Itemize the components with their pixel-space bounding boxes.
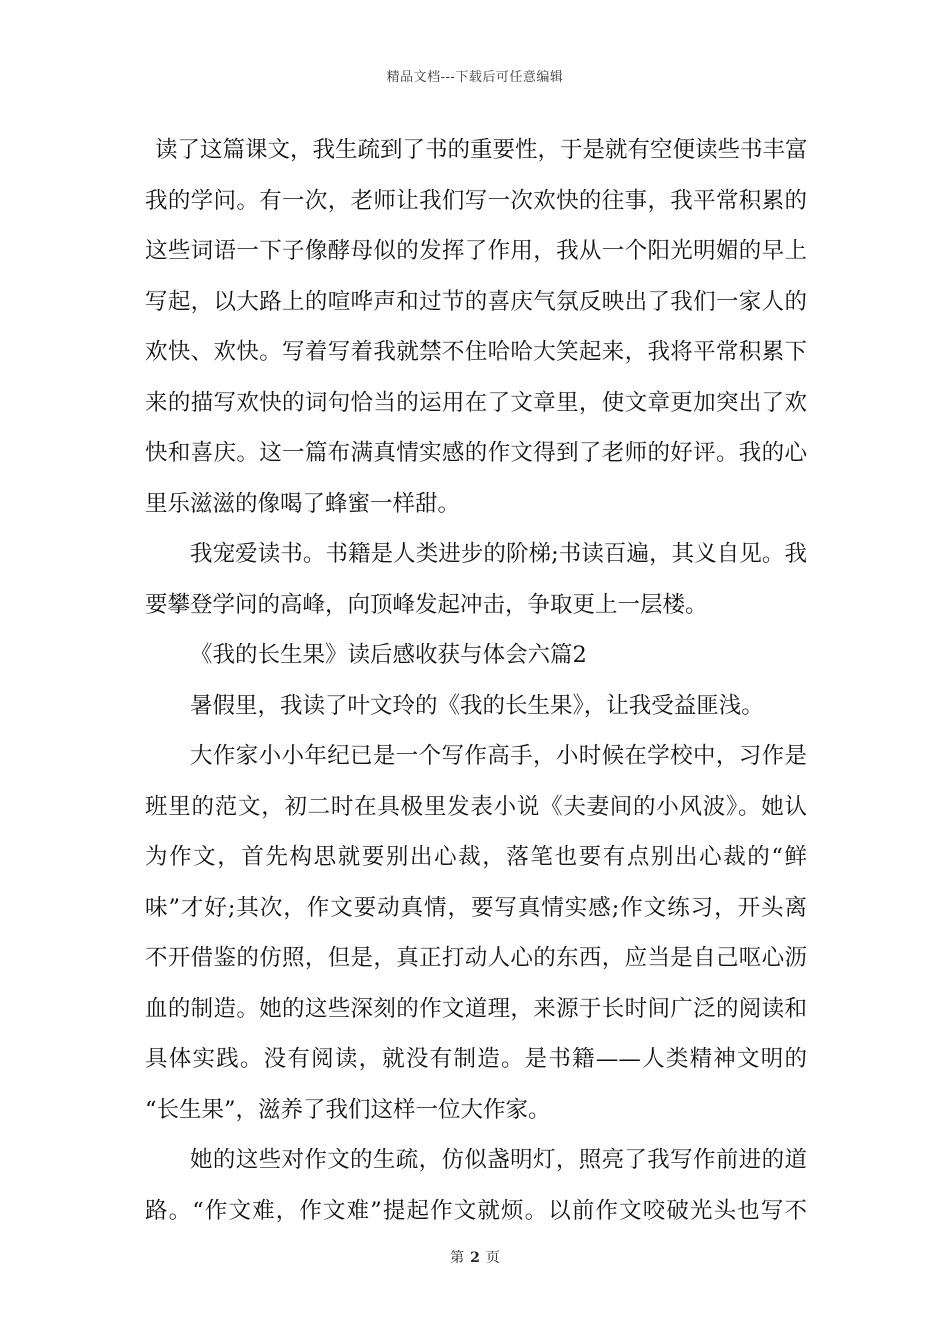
text-line: 她的这些对作文的生疏，仿似盏明灯，照亮了我写作前进的道 (190, 1147, 807, 1173)
text-line: 读了这篇课文，我生疏到了书的重要性，于是就有空便读些书丰富 (155, 137, 808, 163)
text-line: 不开借鉴的仿照，但是，真正打动人心的东西，应当是自己呕心沥 (145, 945, 807, 971)
text-line: 味”才好;其次，作文要动真情，要写真情实感;作文练习，开头离 (145, 894, 807, 921)
text-line: 里乐滋滋的像喝了蜂蜜一样甜。 (145, 490, 461, 517)
text-line: 暑假里，我读了叶文玲的《我的长生果》，让我受益匪浅。 (190, 692, 764, 719)
paragraph-2 (145, 529, 807, 630)
text-line: 来的描写欢快的词句恰当的运用在了文章里，使文章更加突出了欢 (145, 389, 807, 416)
text-line: “长生果”，滋养了我们这样一位大作家。 (145, 1096, 551, 1123)
text-line: 班里的范文，初二时在具极里发表小说《夫妻间的小风波》。她认 (145, 793, 807, 820)
document-body (145, 125, 807, 1236)
text-line: 要攀登学问的高峰，向顶峰发起冲击，争取更上一层楼。 (145, 591, 708, 618)
page-footer (0, 1247, 950, 1267)
text-line: 欢快、欢快。写着写着我就禁不住哈哈大笑起来，我将平常积累下 (145, 339, 807, 365)
section-heading: 《我的长生果》读后感收获与体会六篇2 (190, 642, 587, 668)
paragraph-5 (145, 1135, 807, 1236)
text-line: 快和喜庆。这一篇布满真情实感的作文得到了老师的好评。我的心 (145, 440, 807, 466)
page-header: 精品文档---下载后可任意编辑 (386, 70, 564, 85)
paragraph-1 (145, 125, 807, 529)
text-line: 这些词语一下子像酵母似的发挥了作用，我从一个阳光明媚的早上 (145, 238, 807, 264)
section-title (145, 630, 807, 681)
paragraph-4 (145, 731, 807, 1135)
text-line: 我宠爱读书。书籍是人类进步的阶梯;书读百遍，其义自见。我 (190, 541, 807, 567)
page-number-prefix: 第 (450, 1250, 465, 1266)
text-line: 路。“作文难，作文难”提起作文就烦。以前作文咬破光头也写不 (145, 1197, 807, 1224)
text-line: 血的制造。她的这些深刻的作文道理，来源于长时间广泛的阅读和 (145, 995, 807, 1022)
text-line: 写起，以大路上的喧哗声和过节的喜庆气氛反映出了我们一家人的 (145, 288, 807, 315)
page-number-suffix: 页 (485, 1250, 500, 1266)
text-line: 大作家小小年纪已是一个写作高手，小时候在学校中，习作是 (190, 743, 807, 769)
text-line: 具体实践。没有阅读，就没有制造。是书籍——人类精神文明的 (145, 1046, 807, 1072)
text-line: 为作文，首先构思就要别出心裁，落笔也要有点别出心裁的“鲜 (145, 844, 807, 870)
text-line: 我的学问。有一次，老师让我们写一次欢快的往事，我平常积累的 (145, 187, 807, 214)
page-number: 2 (470, 1250, 480, 1266)
paragraph-3 (145, 681, 807, 732)
